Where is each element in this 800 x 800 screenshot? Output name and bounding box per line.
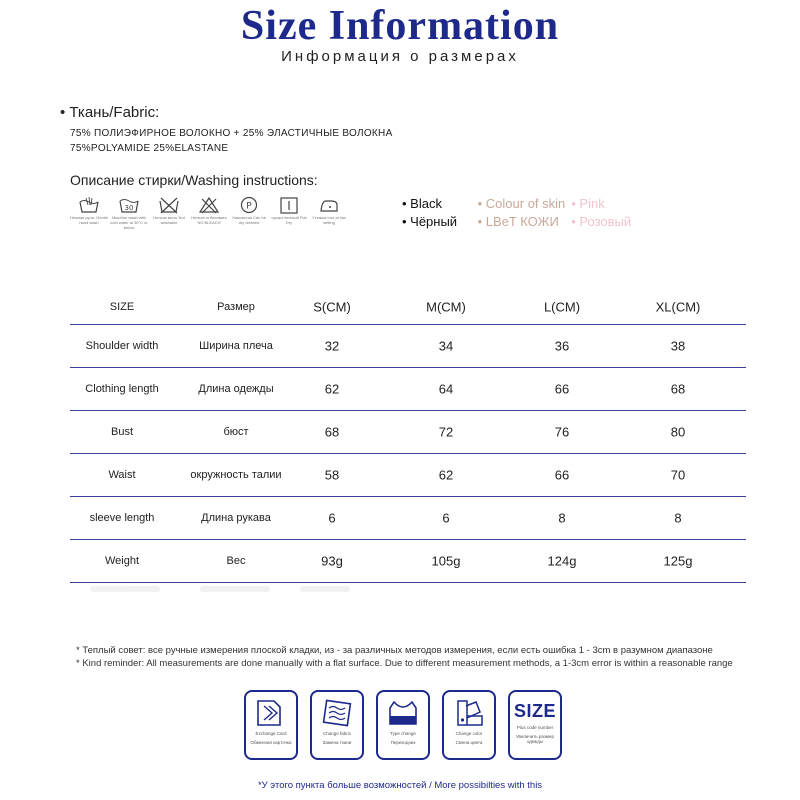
footer-note: *У этого пункта больше возможностей / More possibilties with this: [257, 780, 543, 791]
cell-l: 66: [554, 381, 570, 397]
row-label-ru: Длина рукава: [201, 512, 271, 524]
wash-caption: Нежная ручн. Gentle hand wash: [70, 215, 108, 225]
size-label: SIZE: [513, 701, 556, 721]
size-table-header: [70, 290, 746, 325]
cell-s: 93g: [321, 553, 343, 569]
wash-caption: Химчистка Can be dry cleaned: [232, 215, 266, 225]
iron-low-icon: [310, 196, 348, 225]
table-row: [70, 497, 746, 540]
card-caption-en: Plus code number: [516, 725, 554, 730]
cell-l: 66: [554, 467, 570, 483]
table-row: [70, 325, 746, 368]
service-cards: [244, 690, 564, 762]
wash-caption: Утюжка Iron at low setting: [312, 215, 346, 225]
fabric-heading: • Ткань/Fabric:: [60, 104, 160, 121]
note-en: * Kind reminder: All measurements are done manually with a flat surface. Due to different measurement methods, a 1-3cm error is within a reasonable range: [76, 658, 733, 669]
color-pink-label-ru: • Розовый: [571, 214, 632, 229]
faded-bar: [200, 586, 270, 592]
cell-xl: 68: [670, 381, 686, 397]
cell-l: 124g: [547, 553, 577, 569]
page-subtitle: Информация о размерах: [281, 48, 519, 65]
exchange-card-icon: [244, 690, 298, 760]
header-s: S(CM): [313, 299, 351, 315]
header-l: L(CM): [543, 299, 581, 315]
table-row: [70, 454, 746, 497]
faded-bar: [300, 586, 350, 592]
cell-s: 58: [324, 467, 340, 483]
cell-xl: 8: [674, 510, 682, 526]
cell-xl: 70: [670, 467, 686, 483]
flat-dry-icon: [270, 196, 308, 225]
no-bleach-icon: [190, 196, 228, 225]
change-color-icon: [442, 690, 496, 760]
dry-clean-p-icon: [230, 196, 268, 225]
row-label-en: Shoulder width: [85, 340, 159, 352]
card-caption-ru: Обменная карточка: [250, 739, 292, 745]
washing-icons: [70, 196, 350, 242]
no-wash-icon: [150, 196, 188, 225]
cell-m: 62: [438, 467, 454, 483]
svg-text:P: P: [246, 201, 252, 212]
cell-l: 8: [558, 510, 566, 526]
cell-s: 68: [324, 424, 340, 440]
card-caption-ru: Смена цвета: [455, 739, 483, 745]
row-label-en: Waist: [108, 469, 136, 481]
card-caption-en: Type change: [390, 731, 416, 736]
faded-row: [70, 586, 746, 600]
header-xl: XL(CM): [655, 299, 701, 315]
wash-caption: Нельзя мыть Not washable: [153, 215, 185, 225]
table-row: [70, 540, 746, 583]
note-ru: * Теплый совет: все ручные измерения плоской кладки, из - за различных методов измерения, если есть ошибка 1 - 3cm в разумном диапазоне: [76, 645, 713, 656]
card-caption-en: Change fabric: [322, 731, 352, 736]
cell-l: 36: [554, 338, 570, 354]
row-label-en: Clothing length: [85, 383, 159, 395]
color-row-ru: [402, 214, 631, 232]
wash-caption: Machine wash with cold water at 30°C or below: [110, 215, 148, 230]
cell-xl: 80: [670, 424, 686, 440]
table-row: [70, 368, 746, 411]
row-label-ru: Вес: [226, 555, 246, 567]
row-label-ru: окружность талии: [190, 469, 282, 481]
color-row-en: [402, 196, 631, 214]
row-label-ru: Длина одежды: [198, 383, 274, 395]
washing-heading: Описание стирки/Washing instructions:: [70, 172, 318, 188]
cell-m: 34: [438, 338, 454, 354]
color-options: [402, 196, 631, 232]
row-label-ru: бюст: [223, 426, 249, 438]
type-change-icon: [376, 690, 430, 760]
color-pink-label: • Pink: [571, 196, 605, 211]
color-skin-label: • Colour of skin: [477, 196, 566, 211]
row-label-ru: Ширина плеча: [199, 340, 273, 352]
cell-m: 105g: [431, 553, 461, 569]
wash-caption: сушка плоской Flat Dry: [271, 215, 307, 225]
wash-30-icon: [110, 196, 148, 230]
fabric-composition-en: 75%POLYAMIDE 25%ELASTANE: [70, 143, 229, 154]
card-caption-ru: Переходник: [390, 739, 416, 745]
header-size-ru: Размер: [217, 301, 255, 313]
cell-xl: 38: [670, 338, 686, 354]
card-caption-en: Change color: [455, 731, 483, 736]
hand-wash-icon: [70, 196, 108, 225]
card-caption-ru: Замена ткани: [322, 739, 352, 745]
cell-m: 72: [438, 424, 454, 440]
table-row: [70, 411, 746, 454]
change-fabric-icon: [310, 690, 364, 760]
card-caption-en: Exchange Card: [255, 731, 287, 736]
cell-s: 62: [324, 381, 340, 397]
wash-caption: Нельзя отбеливать NO BLEACH: [191, 215, 227, 225]
page-title: Size Information: [240, 3, 560, 49]
row-label-en: Bust: [110, 426, 134, 438]
cell-s: 32: [324, 338, 340, 354]
faded-bar: [90, 586, 160, 592]
color-skin-label-ru: • LBeT КОЖИ: [477, 214, 559, 229]
color-black-label-ru: • Чёрный: [402, 214, 458, 229]
plus-size-icon: [508, 690, 562, 760]
measurement-notes: [76, 644, 733, 670]
cell-xl: 125g: [663, 553, 693, 569]
row-label-en: sleeve length: [89, 512, 155, 524]
card-caption-ru: Увеличить размер одежды: [515, 733, 555, 744]
size-table: [70, 290, 746, 583]
fabric-composition-ru: 75% ПОЛИЭФИРНОЕ ВОЛОКНО + 25% ЭЛАСТИЧНЫЕ ВОЛОКНА: [70, 128, 393, 139]
cell-m: 64: [438, 381, 454, 397]
cell-s: 6: [328, 510, 336, 526]
header-size: SIZE: [109, 301, 135, 313]
row-label-en: Weight: [104, 555, 140, 567]
cell-l: 76: [554, 424, 570, 440]
cell-m: 6: [442, 510, 450, 526]
color-black-label: • Black: [402, 196, 442, 211]
header-m: M(CM): [426, 299, 466, 315]
svg-text:30: 30: [124, 204, 134, 212]
